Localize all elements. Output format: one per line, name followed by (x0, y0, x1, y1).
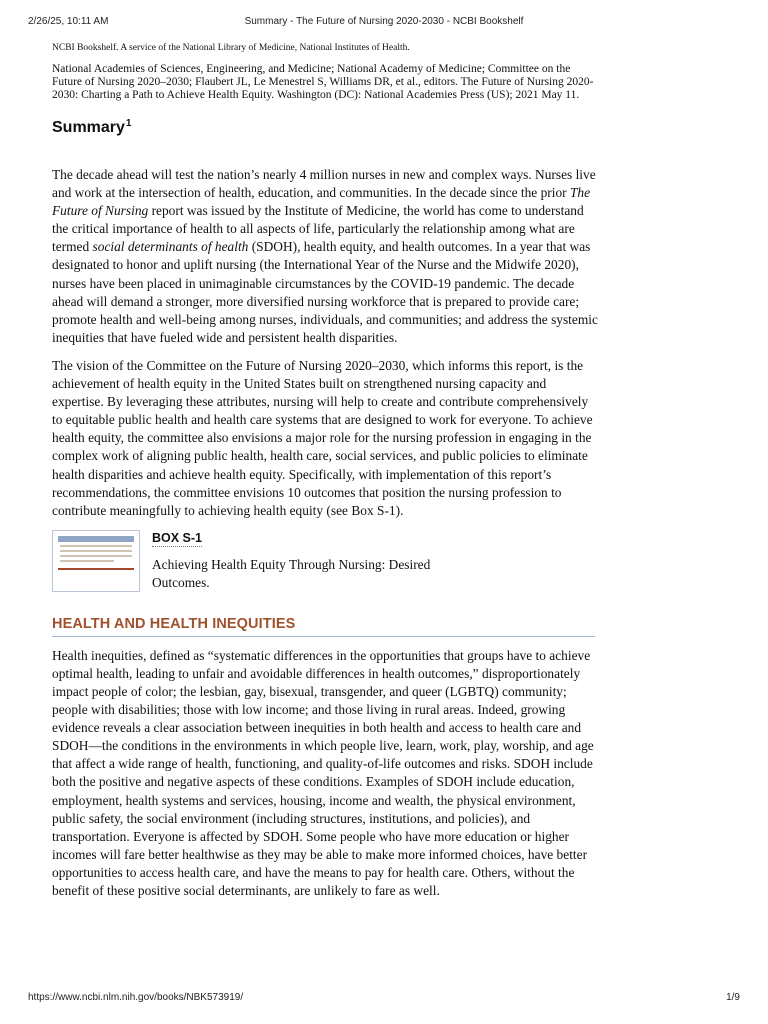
print-url: https://www.ncbi.nlm.nih.gov/books/NBK573919/ (28, 992, 244, 1003)
paragraph-text: (SDOH), health equity, and health outcomes. In a year that was designated to honor and uplift nursing (the International Year of the Nurse and the Midwife 2020), nurses have been placed in unimaginable circumstances by the COVID-19 pandemic. The decade ahead will demand a stronger, more diversified nursing workforce that is prepared to provide care; promote health and well-being among nurses, individuals, and communities; and address the systemic inequities that have fueled wide and persistent health disparities. (52, 239, 598, 345)
paragraph-vision: The vision of the Committee on the Future of Nursing 2020–2030, which informs this report, is the achievement of health equity in the United States built on strengthened nursing capacity and expertise. By leveraging these attributes, nursing will help to create and contribute comprehensively to equitable public health and health care systems that are designed to work for everyone. To achieve health equity, the committee also envisions a major role for the nursing profession in engaging in the complex work of aligning public health, health care, social services, and public policies to eliminate health disparities and achieve health equity. Specifically, with implementation of this report’s recommendations, the committee envisions 10 outcomes that position the nursing profession to contribute meaningfully to achieving health equity (see Box S-1). (52, 357, 593, 518)
box-s1 (52, 530, 598, 602)
box-s1-link[interactable]: BOX S-1 (152, 530, 203, 545)
bookshelf-attribution: NCBI Bookshelf. A service of the National Library of Medicine, National Institutes of Health. (52, 43, 410, 53)
section-heading: HEALTH AND HEALTH INEQUITIES (52, 614, 595, 637)
print-footer (28, 992, 740, 1006)
page-title-text: Summary (52, 119, 125, 136)
paragraph-text: The decade ahead will test the nation’s nearly 4 million nurses in new and complex ways. Nurses live and work at the intersection of health, education, and communities. In the decade since the prior (52, 167, 596, 201)
print-page-title: Summary - The Future of Nursing 2020-2030 - NCBI Bookshelf (244, 16, 524, 27)
print-datetime: 2/26/25, 10:11 AM (28, 16, 109, 27)
box-s1-caption: Achieving Health Equity Through Nursing: Desired Outcomes. (152, 556, 431, 590)
paragraph-text: report was issued by the Institute of Medicine, the world has come to understand the critical importance of health to all aspects of life, particularly the relationship among what are termed (52, 203, 584, 255)
book-citation: National Academies of Sciences, Engineering, and Medicine; National Academy of Medicine; Committee on the Future of Nursing 2020–2030; Flaubert JL, Le Menestrel S, Williams DR, et al., editors. The Future of Nursing 2020-2030: Charting a Path to Achieve Health Equity. Washington (DC): National Academies Press (US); 2021 May 11. (52, 63, 594, 101)
thumbnail-text-line (60, 560, 114, 562)
thumbnail-text-line (60, 550, 132, 552)
sdoh-term-italic: social determinants of health (92, 239, 249, 255)
paragraph-inequities: Health inequities, defined as “systematic differences in the opportunities that groups have to achieve optimal health, leading to unfair and avoidable differences in health outcomes,” disproportionately impact people of color; the lesbian, gay, bisexual, transgender, and queer (LGBTQ) community; people with disabilities; those with low income; and those living in rural areas. Indeed, growing evidence reveals a clear association between inequities in both health and access to health care and SDOH—the conditions in the environments in which people live, learn, work, play, worship, and age that affect a wide range of health, functioning, and quality-of-life outcomes and risks. SDOH include both the positive and negative aspects of these conditions. Examples of SDOH include education, employment, health systems and services, housing, income and wealth, the physical environment, public safety, the social environment (including structures, institutions, and policies), and transportation. Everyone is affected by SDOH. Some people who have more education or higher incomes will fare better healthwise as they may be able to make more informed choices, have better opportunities to access health care, and have the means to pay for health care. Others, without the benefit of these positive social determinants, are unlikely to fare as well. (52, 647, 594, 898)
thumbnail-rule (58, 568, 134, 570)
footnote-link[interactable]: 1 (125, 118, 132, 129)
print-header (28, 16, 740, 30)
page-indicator: 1/9 (726, 992, 740, 1003)
thumbnail-text-line (60, 545, 132, 547)
thumbnail-text-line (60, 555, 132, 557)
document-content (52, 42, 598, 910)
page-title (52, 118, 598, 138)
report-title-italic: The Future of Nursing (52, 185, 591, 219)
box-thumbnail[interactable] (52, 530, 140, 592)
thumbnail-title-bar (58, 536, 134, 542)
paragraph-intro (52, 166, 598, 347)
